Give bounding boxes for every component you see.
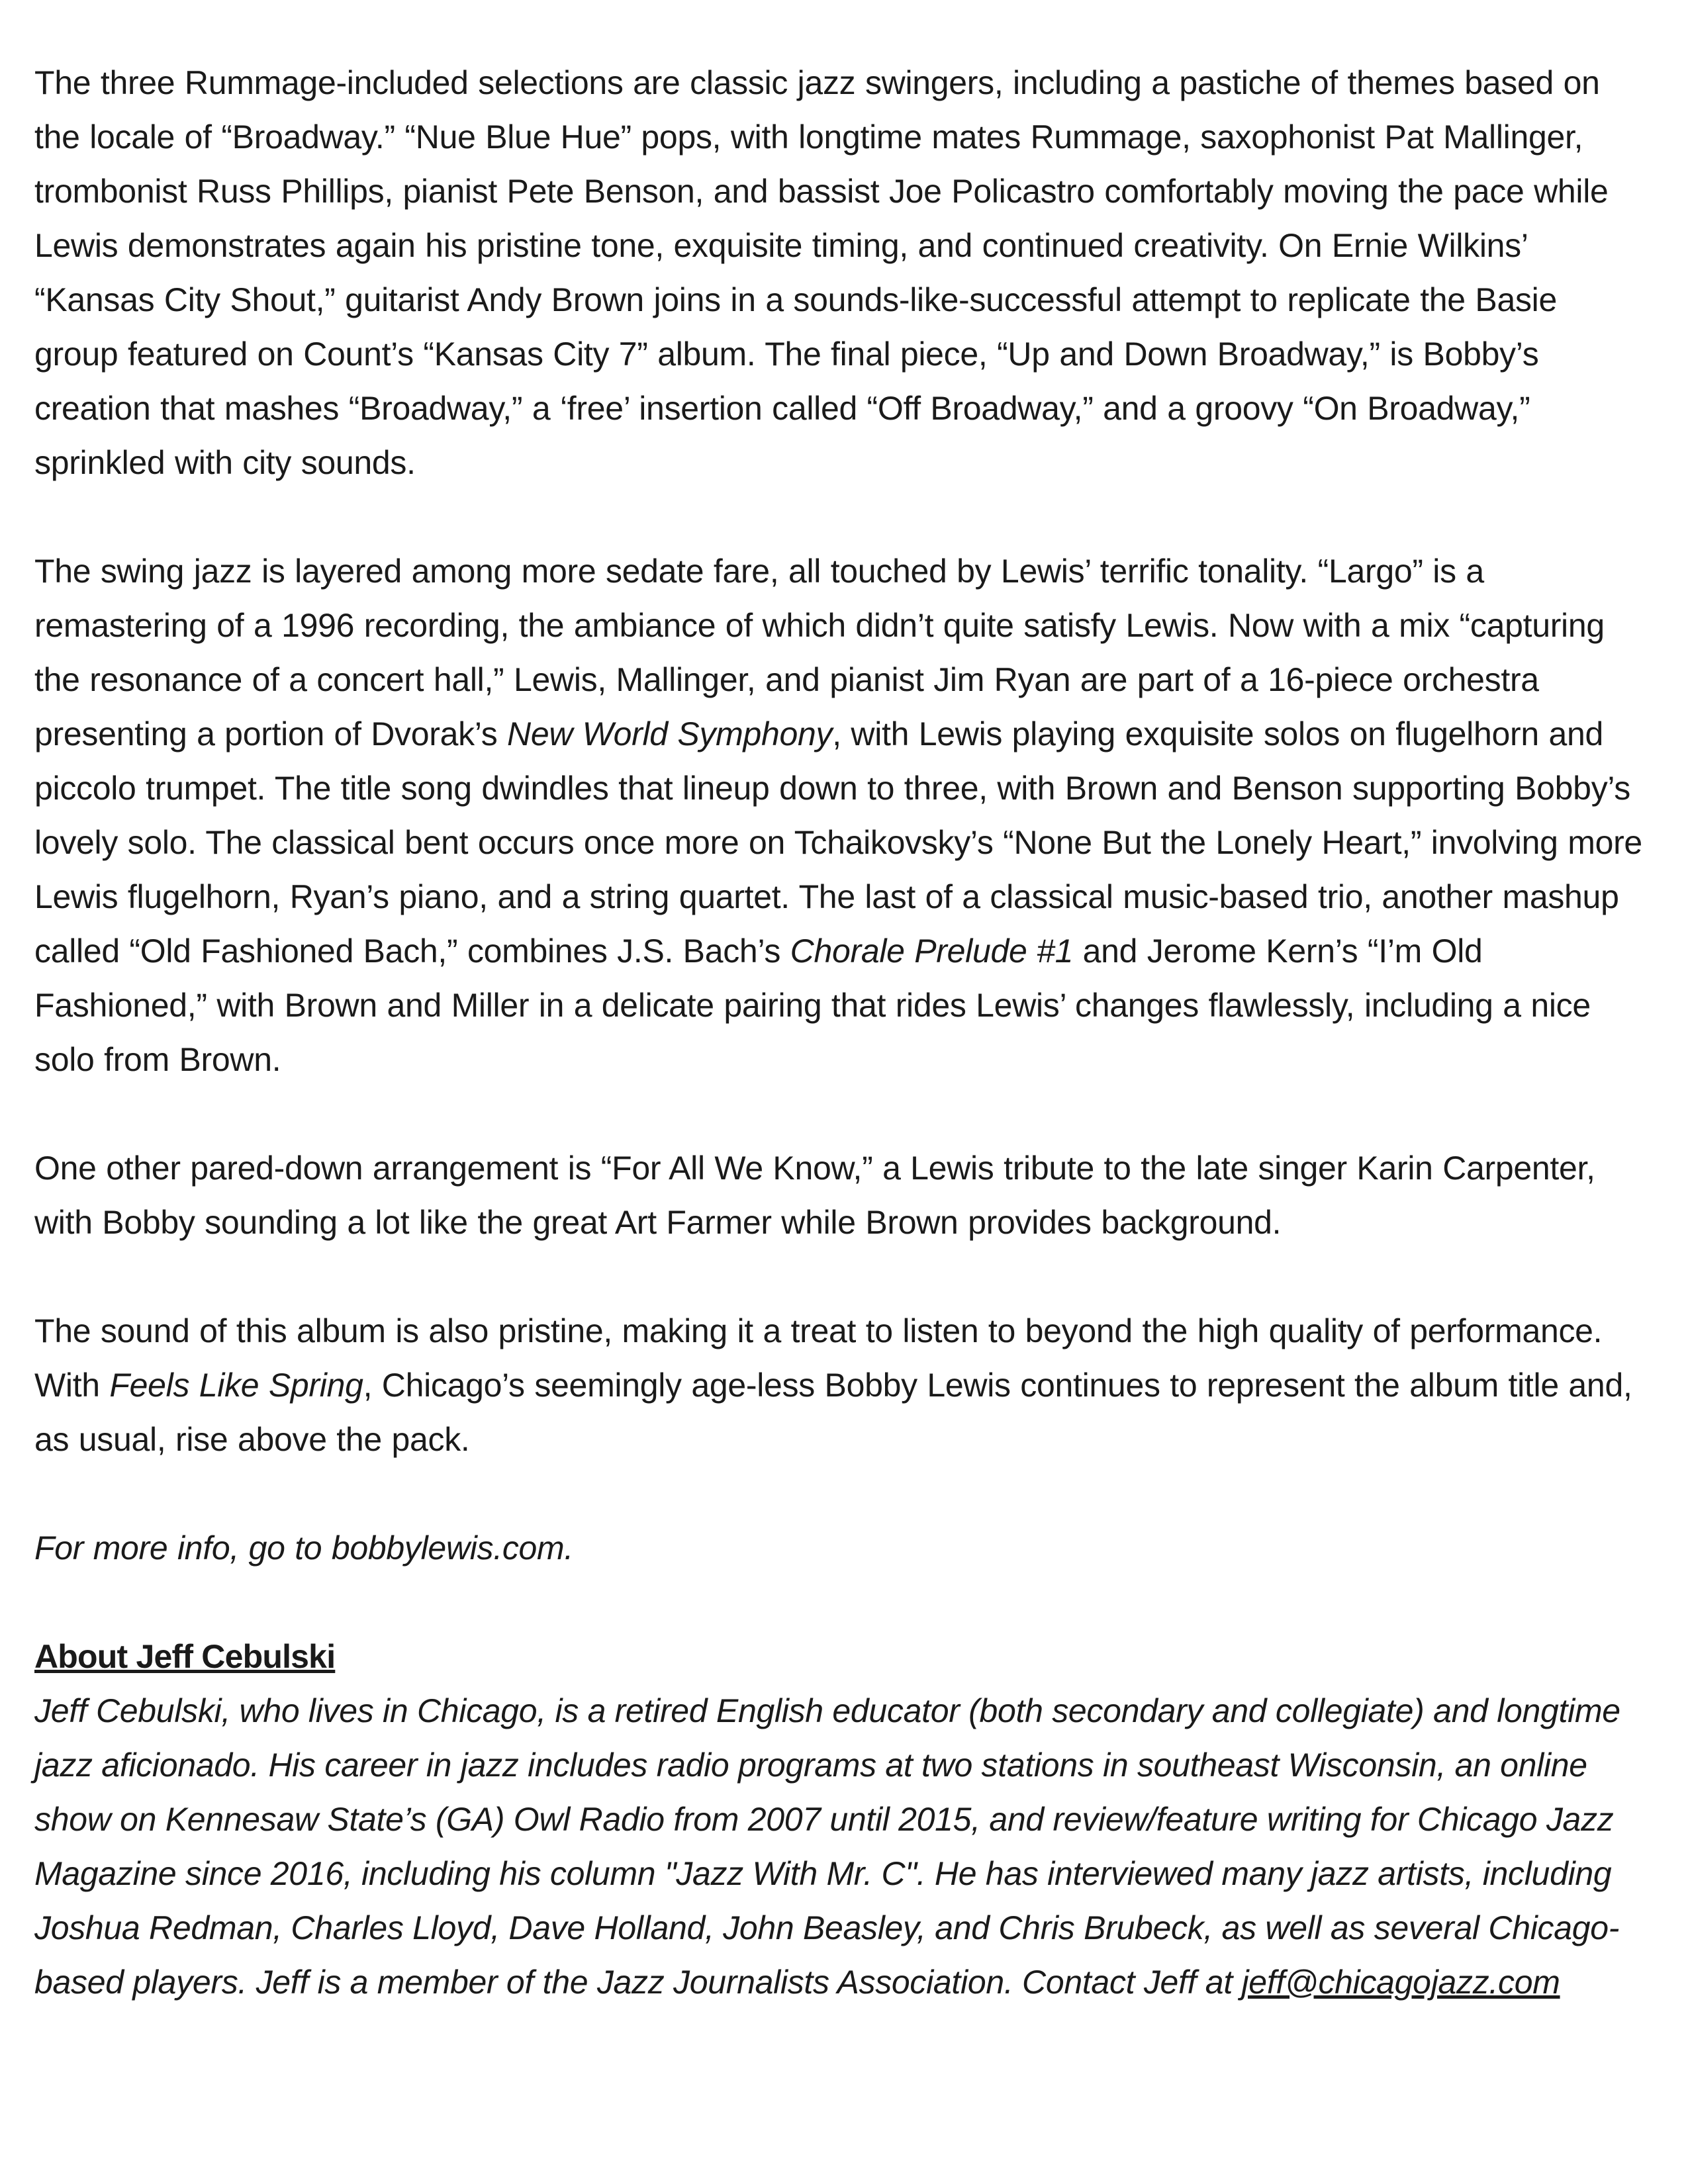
more-info-line [34,1521,1650,1575]
paragraph-text: The swing jazz is layered among more sedate fare, all touched by Lewis’ terrific tonality. “Largo” is a remastering of a 1996 recording, the ambiance of which didn’t quite satisfy Lewis. Now with a mix “capturing the resonance of a concert hall,” Lewis, Mallinger, and pianist Jim Ryan are part of a 16-piece orchestra presenting a portion of Dvorak’s [34,553,1605,752]
about-author-heading: About Jeff Cebulski [34,1638,336,1675]
more-info-text: For more info, go to bobbylewis.com. [34,1529,574,1567]
paragraph-text: The sound of this album is also pristine, making it a treat to listen to beyond the high quality of performance. With [34,1312,1603,1404]
paragraph-spacer [34,1250,1650,1304]
paragraph-text: and Jerome Kern’s “I’m Old Fashioned,” with Brown and Miller in a delicate pairing that rides Lewis’ changes flawlessly, including a nice solo from Brown. [34,933,1591,1078]
work-title-new-world-symphony: New World Symphony [507,715,833,752]
paragraph-spacer [34,1087,1650,1141]
paragraph-text: The three Rummage-included selections are classic jazz swingers, including a pastiche of themes based on the locale of “Broadway.” “Nue Blue Hue” pops, with longtime mates Rummage, saxophonist Pat Mallinger, trombonist Russ Phillips, pianist Pete Benson, and bassist Joe Policastro comfortably moving the pace while Lewis demonstrates again his pristine tone, exquisite timing, and continued creativity. On Ernie Wilkins’ “Kansas City Shout,” guitarist Andy Brown joins in a sounds-like-successful attempt to replicate the Basie group featured on Count’s “Kansas City 7” album. The final piece, “Up and Down Broadway,” is Bobby’s creation that mashes “Broadway,” a ‘free’ insertion called “Off Broadway,” and a groovy “On Broadway,” sprinkled with city sounds. [34,64,1609,481]
paragraph-pared-down [34,1141,1650,1250]
paragraph-spacer [34,490,1650,544]
paragraph-text: One other pared-down arrangement is “For All We Know,” a Lewis tribute to the late singer Karin Carpenter, with Bobby sounding a lot like the great Art Farmer while Brown provides background. [34,1150,1595,1241]
author-bio [34,1684,1650,2009]
paragraph-rummage-selections [34,56,1650,490]
author-bio-text: Jeff Cebulski, who lives in Chicago, is a retired English educator (both secondary and collegiate) and longtime jazz aficionado. His career in jazz includes radio programs at two stations in southeast Wisconsin, an online show on Kennesaw State’s (GA) Owl Radio from 2007 until 2015, and review/feature writing for Chicago Jazz Magazine since 2016, including his column "Jazz With Mr. C". He has interviewed many jazz artists, including Joshua Redman, Charles Lloyd, Dave Holland, John Beasley, and Chris Brubeck, as well as several Chicago-based players. Jeff is a member of the Jazz Journalists Association. Contact Jeff at [34,1692,1620,2001]
paragraph-text: , Chicago’s seemingly age-less Bobby Lewis continues to represent the album title and, as usual, rise above the pack. [34,1367,1632,1458]
paragraph-text: , with Lewis playing exquisite solos on flugelhorn and piccolo trumpet. The title song dwindles that lineup down to three, with Brown and Benson supporting Bobby’s lovely solo. The classical bent occurs once more on Tchaikovsky’s “None But the Lonely Heart,” involving more Lewis flugelhorn, Ryan’s piano, and a string quartet. The last of a classical music-based trio, another mashup called “Old Fashioned Bach,” combines J.S. Bach’s [34,715,1642,970]
work-title-chorale-prelude: Chorale Prelude #1 [790,933,1074,970]
album-title-feels-like-spring: Feels Like Spring [109,1367,363,1404]
paragraph-album-sound [34,1304,1650,1467]
paragraph-spacer [34,1575,1650,1629]
author-email-link[interactable]: jeff@chicagojazz.com [1241,1964,1560,2001]
article-page [34,56,1650,2009]
paragraph-spacer [34,1467,1650,1521]
paragraph-swing-jazz [34,544,1650,1087]
